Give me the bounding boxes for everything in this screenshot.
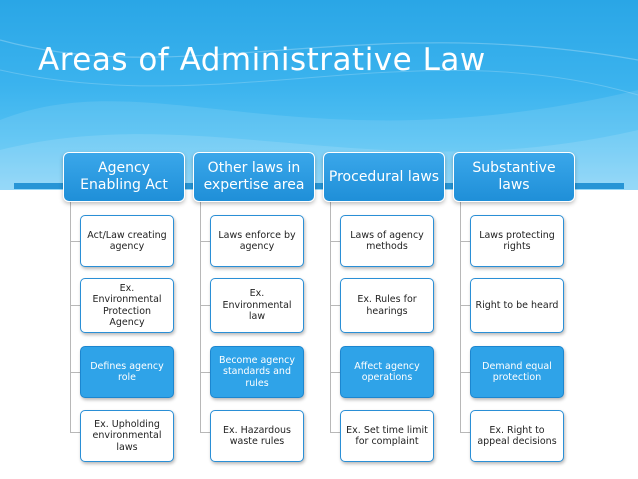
item-box: Ex. Right to appeal decisions	[470, 410, 564, 462]
column-header-procedural-laws: Procedural laws	[323, 152, 445, 202]
item-box: Act/Law creating agency	[80, 215, 174, 267]
column-header-substantive-laws: Substantive laws	[453, 152, 575, 202]
item-box: Ex. Environmental Protection Agency	[80, 278, 174, 333]
item-box: Laws protecting rights	[470, 215, 564, 267]
item-box: Ex. Environmental law	[210, 278, 304, 333]
item-box-highlighted: Affect agency operations	[340, 346, 434, 398]
connector-line	[460, 200, 461, 432]
item-box: Ex. Rules for hearings	[340, 278, 434, 333]
item-box: Laws of agency methods	[340, 215, 434, 267]
slide-title: Areas of Administrative Law	[38, 42, 486, 78]
connector-line	[70, 200, 71, 432]
item-box-highlighted: Defines agency role	[80, 346, 174, 398]
column-header-agency-enabling-act: Agency Enabling Act	[63, 152, 185, 202]
item-box: Right to be heard	[470, 278, 564, 333]
item-box: Ex. Hazardous waste rules	[210, 410, 304, 462]
item-box: Ex. Upholding environmental laws	[80, 410, 174, 462]
item-box: Ex. Set time limit for complaint	[340, 410, 434, 462]
connector-line	[200, 200, 201, 432]
item-box-highlighted: Demand equal protection	[470, 346, 564, 398]
connector-line	[330, 200, 331, 432]
item-box-highlighted: Become agency standards and rules	[210, 346, 304, 398]
column-header-other-laws: Other laws in expertise area	[193, 152, 315, 202]
item-box: Laws enforce by agency	[210, 215, 304, 267]
